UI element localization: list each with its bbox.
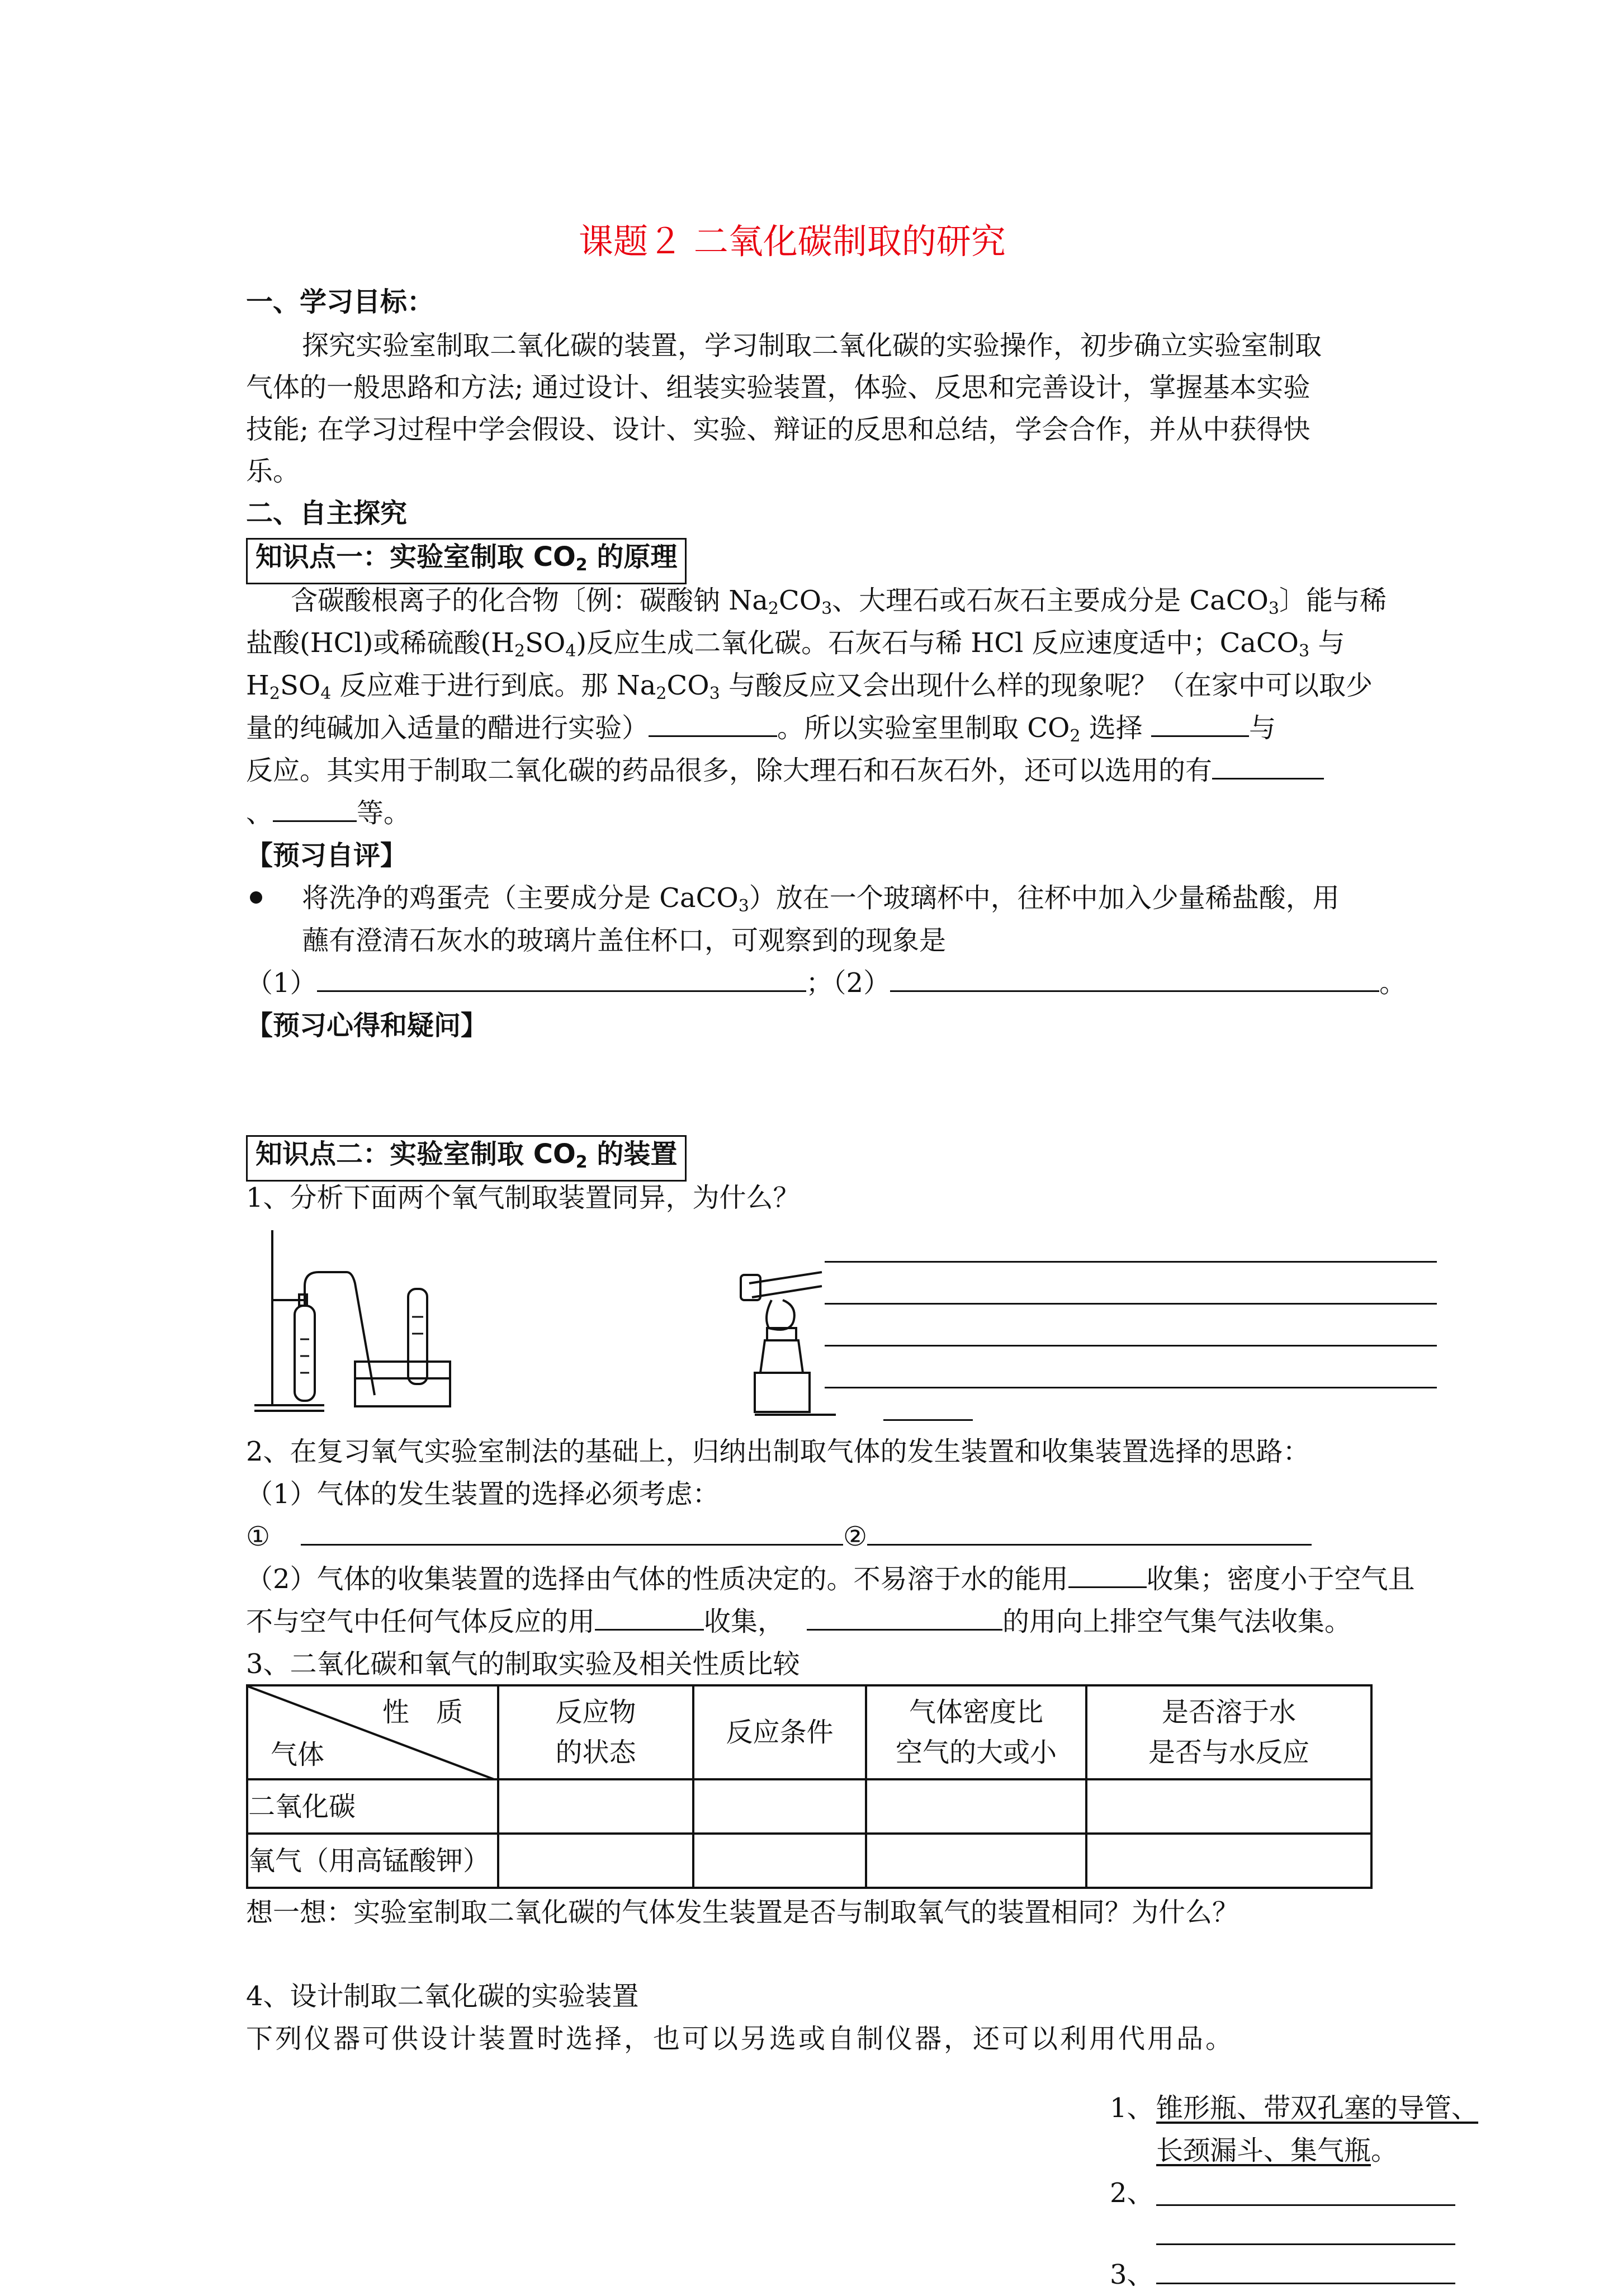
k1-para-line-1: 含碳酸根离子的化合物〔例：碳酸钠 $Na_2CO_3$、大理石或石灰石主要成分是 CaCO$_3$〕能与稀 — [291, 585, 1387, 618]
answer-line[interactable] — [825, 1387, 1437, 1388]
knowledge-point-2-title: 知识点二：实验室制取 $CO_2$ 的装置 — [246, 1135, 687, 1182]
answer-line[interactable] — [1156, 2243, 1455, 2245]
table-header-density: 气体密度比 空气的大或小 — [866, 1685, 1086, 1779]
row-label: 二氧化碳 — [247, 1779, 498, 1834]
apparatus-figure-2 — [738, 1267, 839, 1420]
answer-blank[interactable] — [595, 1605, 704, 1631]
section-heading-explore: 二、自主探究 — [246, 498, 408, 529]
answer-blank[interactable] — [273, 797, 357, 822]
corner-top-label: 性 质 — [382, 1697, 463, 1728]
question-3: 3、二氧化碳和氧气的制取实验及相关性质比较 — [246, 1648, 800, 1680]
question-2: 2、在复习氧气实验室制法的基础上，归纳出制取气体的发生装置和收集装置选择的思路： — [246, 1436, 1310, 1467]
option-1-line-2: 长颈漏斗、集气瓶。 — [1156, 2135, 1398, 2166]
bullet-icon — [250, 891, 262, 904]
goals-line-2: 气体的一般思路和方法; 通过设计、组装实验装置，体验、反思和完善设计，掌握基本实验 — [246, 372, 1311, 403]
doubts-heading: 【预习心得和疑问】 — [246, 1010, 488, 1041]
table-cell[interactable] — [866, 1834, 1086, 1888]
answer-blank[interactable] — [807, 1605, 1002, 1631]
answer-blank[interactable] — [890, 967, 1379, 992]
answer-line[interactable] — [883, 1419, 973, 1421]
k1-para-line-6: 、 等。 — [246, 797, 411, 829]
table-header-condition: 反应条件 — [693, 1685, 866, 1779]
table-cell[interactable] — [693, 1834, 866, 1888]
question-2-1: （1）气体的发生装置的选择必须考虑： — [246, 1478, 720, 1510]
answer-line[interactable] — [1156, 2204, 1455, 2206]
knowledge-point-1-title: 知识点一：实验室制取 $CO_2$ 的原理 — [246, 538, 687, 584]
option-1-text-a: 锥形瓶、带双孔塞的导管、 — [1156, 2092, 1479, 2124]
k1-para-line-5: 反应。其实用于制取二氧化碳的药品很多，除大理石和石灰石外，还可以选用的有 — [246, 749, 1324, 792]
question-1: 1、分析下面两个氧气制取装置同异，为什么？ — [246, 1182, 800, 1213]
option-3-number: 3、 — [1110, 2259, 1154, 2290]
answer-blank[interactable] — [317, 967, 806, 992]
answer-blank[interactable] — [867, 1520, 1312, 1546]
table-cell[interactable] — [498, 1779, 693, 1834]
page-title: 课题２ 二氧化碳制取的研究 — [579, 221, 1006, 262]
table-cell[interactable] — [1086, 1779, 1371, 1834]
section-heading-goals: 一、学习目标： — [246, 286, 434, 318]
k1-para-line-2: 盐酸(HCl)或稀硫酸$(H_2SO_4)$反应生成二氧化碳。石灰石与稀 HCl 反应速度适中；CaCO$_3$ 与 — [246, 627, 1345, 661]
table-cell[interactable] — [498, 1834, 693, 1888]
comparison-table — [246, 1684, 1373, 1889]
answer-blank[interactable] — [1151, 712, 1249, 737]
option-2-number: 2、 — [1110, 2177, 1154, 2209]
answer-blank[interactable] — [649, 712, 777, 737]
goals-line-4: 乐。 — [246, 456, 300, 487]
question-2-2: （2）气体的收集装置的选择由气体的性质决定的。不易溶于水的能用 收集；密度小于空气且 — [246, 1563, 1415, 1595]
answer-line[interactable] — [825, 1303, 1437, 1305]
apparatus-figure-1 — [249, 1227, 461, 1420]
answer-blank[interactable] — [1068, 1563, 1147, 1588]
review-heading: 【预习自评】 — [246, 840, 408, 871]
table-header-solubility: 是否溶于水 是否与水反应 — [1086, 1685, 1371, 1779]
answer-blank[interactable] — [1212, 754, 1324, 779]
table-corner-cell — [247, 1685, 498, 1779]
table-cell[interactable] — [693, 1779, 866, 1834]
corner-bottom-label: 气体 — [271, 1739, 325, 1770]
goals-line-3: 技能; 在学习过程中学会假设、设计、实验、辩证的反思和总结，学会合作，并从中获得快 — [246, 414, 1311, 445]
table-header-state: 反应物 的状态 — [498, 1685, 693, 1779]
review-bullet-line-1: 将洗净的鸡蛋壳（主要成分是 CaCO$_3$）放在一个玻璃杯中，往杯中加入少量稀盐酸，用 — [302, 882, 1340, 916]
question-4-desc: 下列仪器可供设计装置时选择，也可以另选或自制仪器，还可以利用代用品。 — [246, 2023, 1235, 2054]
question-4: 4、设计制取二氧化碳的实验装置 — [246, 1981, 639, 2012]
think-question: 想一想：实验室制取二氧化碳的气体发生装置是否与制取氧气的装置相同？为什么？ — [246, 1897, 1239, 1928]
goals-line-1: 探究实验室制取二氧化碳的装置，学习制取二氧化碳的实验操作，初步确立实验室制取 — [302, 330, 1322, 361]
review-bullet-line-2: 蘸有澄清石灰水的玻璃片盖住杯口，可观察到的现象是 — [302, 925, 947, 956]
answer-line[interactable] — [825, 1261, 1437, 1263]
table-row — [247, 1779, 1371, 1834]
question-2-choices: ① ② — [246, 1515, 1312, 1558]
table-cell[interactable] — [866, 1779, 1086, 1834]
k1-para-line-3: $H_2SO_4$ 反应难于进行到底。那 $Na_2CO_3$ 与酸反应又会出现什么样的现象呢？（在家中可以取少 — [246, 670, 1373, 703]
row-label: 氧气（用高锰酸钾） — [247, 1834, 498, 1888]
option-1-number: 1、 — [1110, 2092, 1154, 2124]
review-answer-line: （1） ；（2） 。 — [246, 967, 1407, 999]
answer-line[interactable] — [825, 1345, 1437, 1347]
table-row — [247, 1834, 1371, 1888]
k1-para-line-4: 量的纯碱加入适量的醋进行实验） 。所以实验室里制取 $CO_2$ 选择 与 — [246, 712, 1276, 746]
answer-line[interactable] — [1156, 2283, 1455, 2284]
answer-blank[interactable] — [301, 1520, 843, 1546]
question-2-3: 不与空气中任何气体反应的用 收集， 的用向上排空气集气法收集。 — [246, 1606, 1352, 1637]
table-cell[interactable] — [1086, 1834, 1371, 1888]
